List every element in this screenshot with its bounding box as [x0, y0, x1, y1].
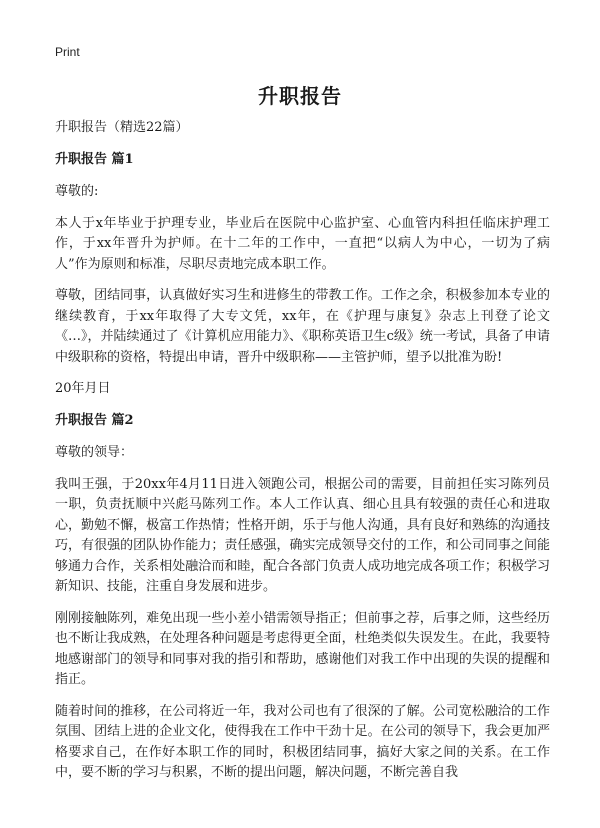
section-heading: 升职报告 篇1: [55, 151, 134, 167]
body-paragraph: 我叫王强，于20xx年4月11日进入领跑公司，根据公司的需要，目前担任实习陈列员一职，负责抚顺中兴彪马陈列工作。本人工作认真、细心且具有较强的责任心和进取心，勤勉不懈，极富工作热情；性格开朗，乐于与他人沟通，具有良好和熟练的沟通技巧，有很强的团队协作能力；责任感强，确实完成领导交付的工作，和公司同事之间能够通力合作，关系相处融洽而和睦，配合各部门负责人成功地完成各项工作；积极学习新知识、技能，注重自身发展和进步。: [55, 476, 550, 594]
body-paragraph: 本人于x年毕业于护理专业，毕业后在医院中心监护室、心血管内科担任临床护理工作，于xx年晋升为护师。在十二年的工作中，一直把“以病人为中心，一切为了病人”作为原则和标准，尽职尽责地完成本职工作。: [55, 215, 550, 272]
salutation: 尊敬的领导：: [55, 445, 134, 460]
document-title: 升职报告: [258, 84, 342, 108]
print-label: Print: [55, 45, 80, 59]
body-paragraph: 随着时间的推移，在公司将近一年，我对公司也有了很深的了解。公司宽松融洽的工作氛围、团结上进的企业文化，使得我在工作中干劲十足。在公司的领导下，我会更加严格要求自己，在作好本职工作的同时，积极团结同事，搞好大家之间的关系。在工作中，要不断的学习与积累，不断的提出问题，解决问题，不断完善自我: [55, 703, 550, 780]
body-paragraph: 刚刚接触陈列，难免出现一些小差小错需领导指正；但前事之荐，后事之师，这些经历也不断让我成熟，在处理各种问题是考虑得更全面，杜绝类似失误发生。在此，我要特地感谢部门的领导和同事对我的指引和帮助，感谢他们对我工作中出现的失误的提醒和指正。: [55, 610, 550, 687]
section-heading: 升职报告 篇2: [55, 412, 134, 428]
document-body: [55, 118, 550, 795]
document-subtitle: 升职报告（精选22篇）: [55, 120, 189, 135]
salutation: 尊敬的:: [55, 184, 99, 199]
body-paragraph: 尊敬，团结同事，认真做好实习生和进修生的带教工作。工作之余，积极参加本专业的继续教育，于xx年取得了大专文凭，xx年，在《护理与康复》杂志上刊登了论文《…》，并陆续通过了《计算机应用能力》、《职称英语卫生c级》统一考试，具备了申请中级职称的资格，特提出申请，晋升中级职称——主管护师，望予以批准为盼!: [55, 288, 550, 365]
date-line: 20年月日: [55, 381, 111, 396]
